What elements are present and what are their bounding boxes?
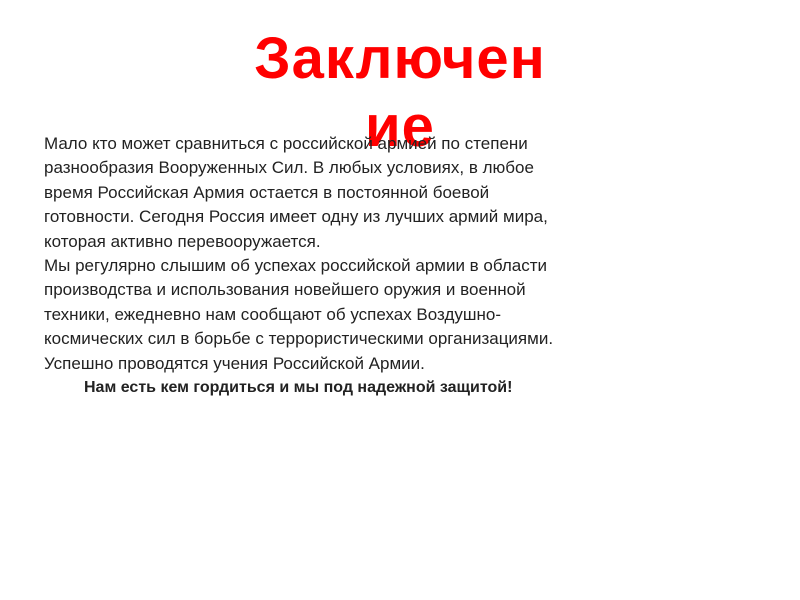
slide-title: Заключение xyxy=(254,26,546,159)
paragraph-1-line: время Российская Армия остается в постоянной боевой xyxy=(44,182,490,202)
paragraph-1-line: готовности. Сегодня Россия имеет одну из лучших армий мира, xyxy=(44,207,548,227)
conclusion-statement: Нам есть кем гордиться и мы под надежной защитой! xyxy=(84,379,513,397)
paragraph-2-line: производства и использования новейшего оружия и военной xyxy=(44,280,526,300)
paragraph-2-line: Мы регулярно слышим об успехах российской армии в области xyxy=(44,256,548,276)
paragraph-1-line: которая активно перевооружается. xyxy=(44,231,321,251)
slide-body xyxy=(44,132,664,400)
paragraph-1-line: разнообразия Вооруженных Сил. В любых условиях, в любое xyxy=(44,158,534,178)
paragraph-2-line: техники, ежедневно нам сообщают об успехах Воздушно- xyxy=(44,304,502,324)
paragraph-2-line: Успешно проводятся учения Российской Армии. xyxy=(44,353,425,373)
paragraph-2-line: космических сил в борьбе с террористическими организациями. xyxy=(44,329,554,349)
paragraph-1-line: Мало кто может сравниться с российской армией по степени xyxy=(44,134,528,153)
